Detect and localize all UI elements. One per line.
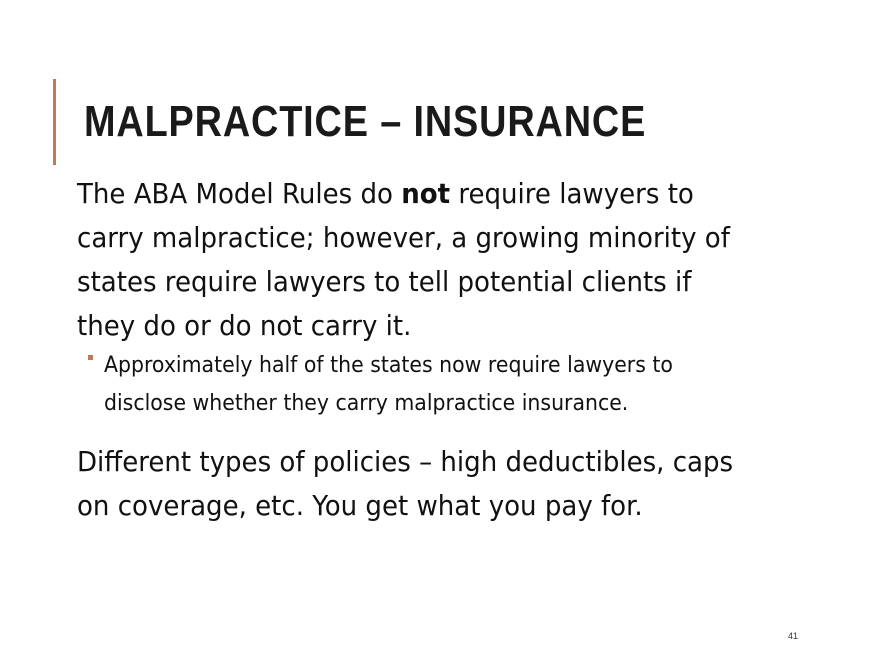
- paragraph-line: carry malpractice; however, a growing minority of: [77, 221, 730, 254]
- bullet-line: disclose whether they carry malpractice insurance.: [104, 391, 629, 416]
- paragraph-text: The ABA Model Rules do: [77, 177, 402, 210]
- bullet-line: Approximately half of the states now require lawyers to: [104, 353, 673, 378]
- slide-title: MALPRACTICE – INSURANCE: [84, 97, 647, 146]
- bullet-text: [104, 347, 673, 423]
- square-bullet-icon: [88, 355, 93, 360]
- page-number: 41: [788, 631, 799, 641]
- title-accent-bar: [53, 79, 56, 165]
- paragraph-line: [77, 172, 730, 216]
- paragraph-aba-rules: [77, 172, 730, 348]
- paragraph-line: Different types of policies – high deductibles, caps: [77, 445, 734, 478]
- paragraph-policy-types: [77, 440, 733, 528]
- paragraph-text: require lawyers to: [450, 177, 694, 210]
- paragraph-line: on coverage, etc. You get what you pay for.: [77, 489, 643, 522]
- paragraph-line: states require lawyers to tell potential clients if: [77, 265, 692, 298]
- emphasis-not: not: [401, 177, 451, 210]
- paragraph-line: they do or do not carry it.: [77, 309, 412, 342]
